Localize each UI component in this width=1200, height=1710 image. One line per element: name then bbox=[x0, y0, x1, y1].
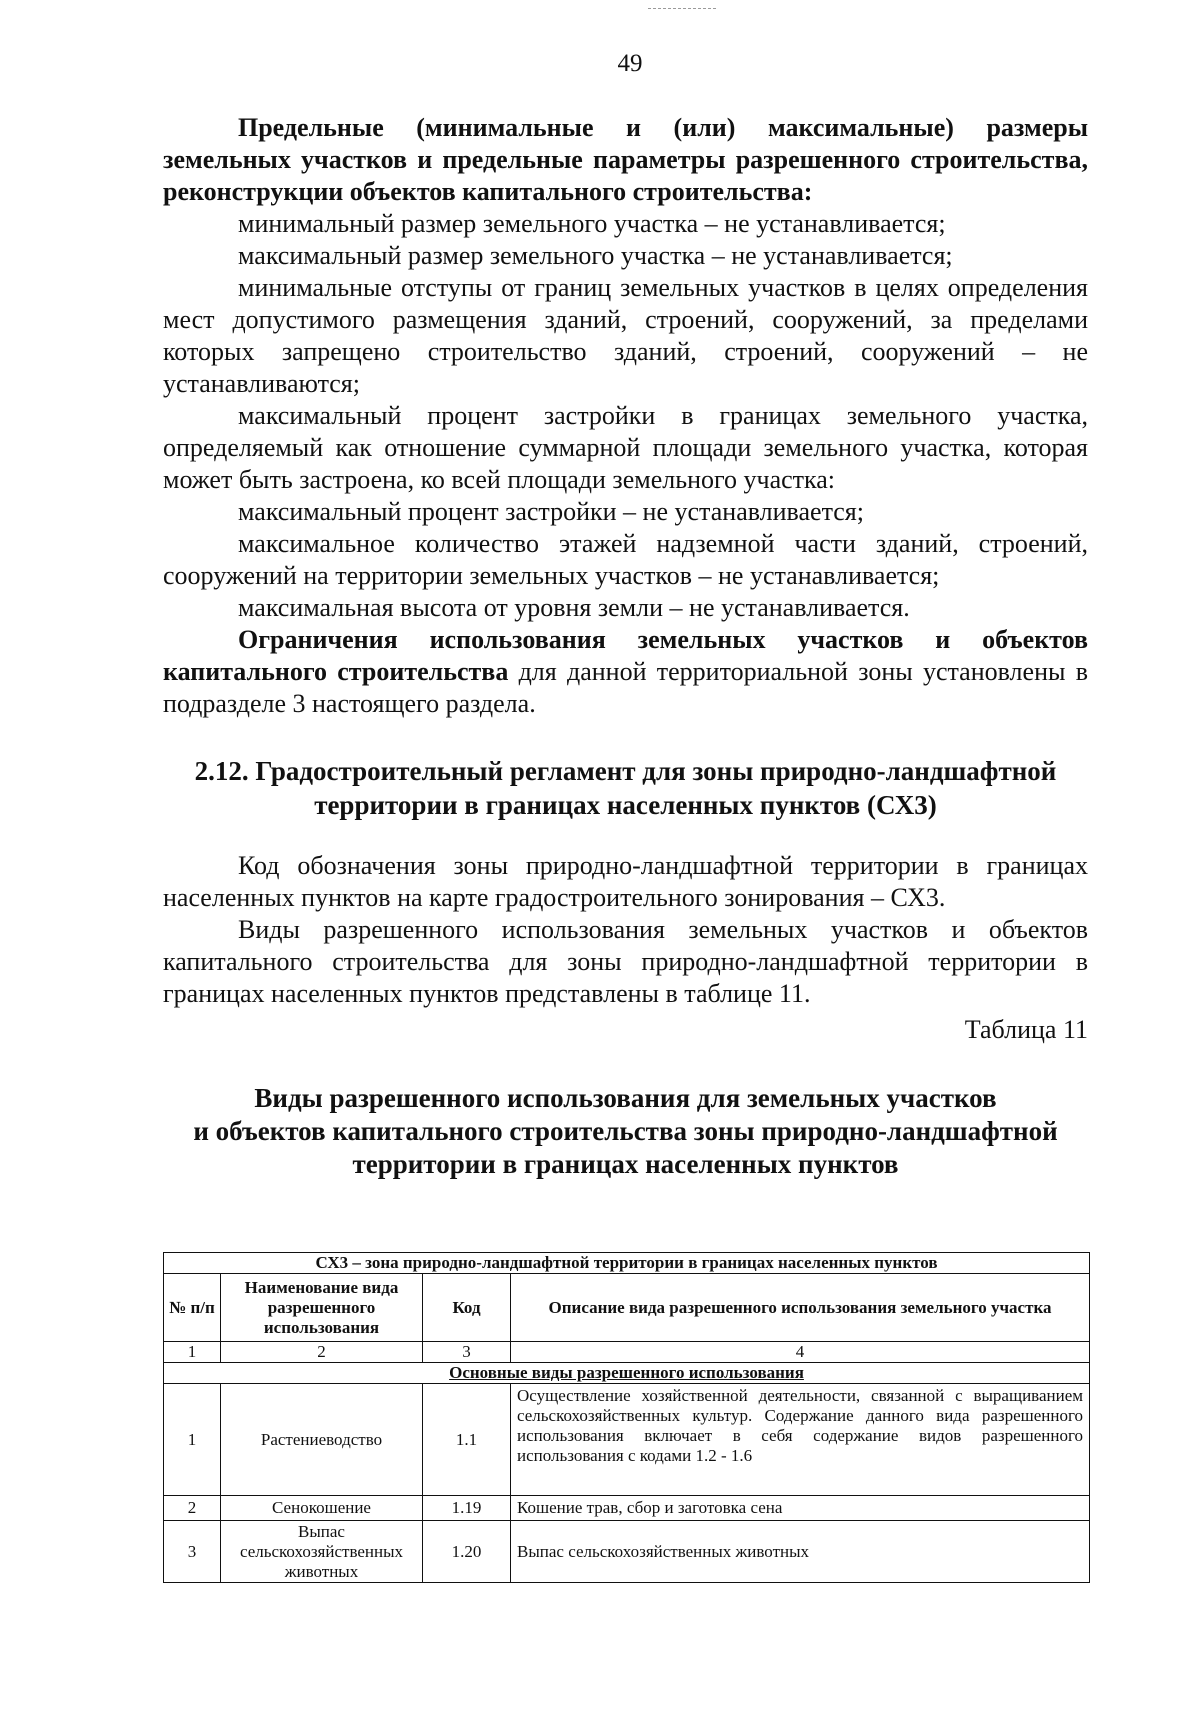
restrictions-paragraph bbox=[163, 624, 1088, 720]
col-header-name: Наименование вида разрешенного использования bbox=[221, 1274, 423, 1342]
limit-item: максимальный процент застройки – не устанавливается; bbox=[238, 497, 864, 526]
table-row bbox=[164, 1521, 1090, 1583]
zone-header: СХ3 – зона природно-ландшафтной территории в границах населенных пунктов bbox=[164, 1253, 1090, 1274]
row-description: Выпас сельскохозяйственных животных bbox=[511, 1521, 1090, 1583]
col-number: 4 bbox=[511, 1342, 1090, 1363]
col-number: 1 bbox=[164, 1342, 221, 1363]
limit-item: максимальный размер земельного участка – не устанавливается; bbox=[238, 241, 953, 270]
row-code: 1.1 bbox=[423, 1384, 511, 1496]
table-title-line-1: Виды разрешенного использования для земельных участков bbox=[254, 1083, 997, 1113]
col-header-code: Код bbox=[423, 1274, 511, 1342]
table-row bbox=[164, 1384, 1090, 1496]
regulation-table bbox=[163, 1252, 1090, 1583]
limits-heading: Предельные (минимальные и (или) максимальные) размеры земельных участков и предельные параметры разрешенного строительства, реконструкции объектов капитального строительства: bbox=[163, 113, 1088, 206]
row-number: 3 bbox=[164, 1521, 221, 1583]
table-title-line-2: и объектов капитального строительства зоны природно-ландшафтной bbox=[193, 1116, 1058, 1146]
section-title-line-1: 2.12. Градостроительный регламент для зоны природно-ландшафтной bbox=[194, 756, 1057, 786]
row-code: 1.19 bbox=[423, 1496, 511, 1521]
usage-types-paragraph: Виды разрешенного использования земельных участков и объектов капитального строительства для зоны природно-ландшафтной территории в границах населенных пунктов представлены в таблице 11. bbox=[163, 915, 1088, 1008]
section-title-line-2: территории в границах населенных пунктов (СХ3) bbox=[314, 790, 937, 820]
scan-artifact bbox=[648, 8, 716, 11]
page-number: 49 bbox=[617, 50, 643, 77]
row-name: Выпас сельскохозяйственных животных bbox=[221, 1521, 423, 1583]
document-body bbox=[163, 112, 1088, 1181]
col-number: 3 bbox=[423, 1342, 511, 1363]
row-number: 1 bbox=[164, 1384, 221, 1496]
restrictions-bold: Ограничения использования земельных участков и объектов капитального строительства bbox=[163, 625, 1088, 686]
restrictions-rest: для данной территориальной зоны установлены в подразделе 3 настоящего раздела. bbox=[163, 657, 1088, 718]
col-header-description: Описание вида разрешенного использования земельного участка bbox=[511, 1274, 1090, 1342]
zone-code-paragraph: Код обозначения зоны природно-ландшафтной территории в границах населенных пунктов на карте градостроительного зонирования – СХ3. bbox=[163, 851, 1088, 912]
row-name: Растениеводство bbox=[221, 1384, 423, 1496]
col-number: 2 bbox=[221, 1342, 423, 1363]
table-label: Таблица 11 bbox=[964, 1015, 1088, 1044]
col-header-number: № п/п bbox=[164, 1274, 221, 1342]
limit-item: минимальные отступы от границ земельных участков в целях определения мест допустимого размещения зданий, строений, сооружений, за пределами которых запрещено строительство зданий, строений, сооружений – не устанавливаются; bbox=[163, 273, 1088, 398]
table-title-line-3: территории в границах населенных пунктов bbox=[352, 1149, 899, 1179]
row-name: Сенокошение bbox=[221, 1496, 423, 1521]
row-code: 1.20 bbox=[423, 1521, 511, 1583]
limit-item: максимальное количество этажей надземной части зданий, строений, сооружений на территории земельных участков – не устанавливается; bbox=[163, 529, 1088, 590]
row-description: Кошение трав, сбор и заготовка сена bbox=[511, 1496, 1090, 1521]
limit-item: максимальный процент застройки в границах земельного участка, определяемый как отношение суммарной площади земельного участка, которая может быть застроена, ко всей площади земельного участка: bbox=[163, 401, 1088, 494]
row-number: 2 bbox=[164, 1496, 221, 1521]
limit-item: минимальный размер земельного участка – не устанавливается; bbox=[238, 209, 946, 238]
row-description: Осуществление хозяйственной деятельности, связанной с выращиванием сельскохозяйственных культур. Содержание данного вида разрешенного использования включает в себя содержание видов разрешенного использования с кодами 1.2 - 1.6 bbox=[511, 1384, 1090, 1496]
limit-item: максимальная высота от уровня земли – не устанавливается. bbox=[238, 593, 910, 622]
table-row bbox=[164, 1496, 1090, 1521]
group-header: Основные виды разрешенного использования bbox=[164, 1363, 1090, 1384]
